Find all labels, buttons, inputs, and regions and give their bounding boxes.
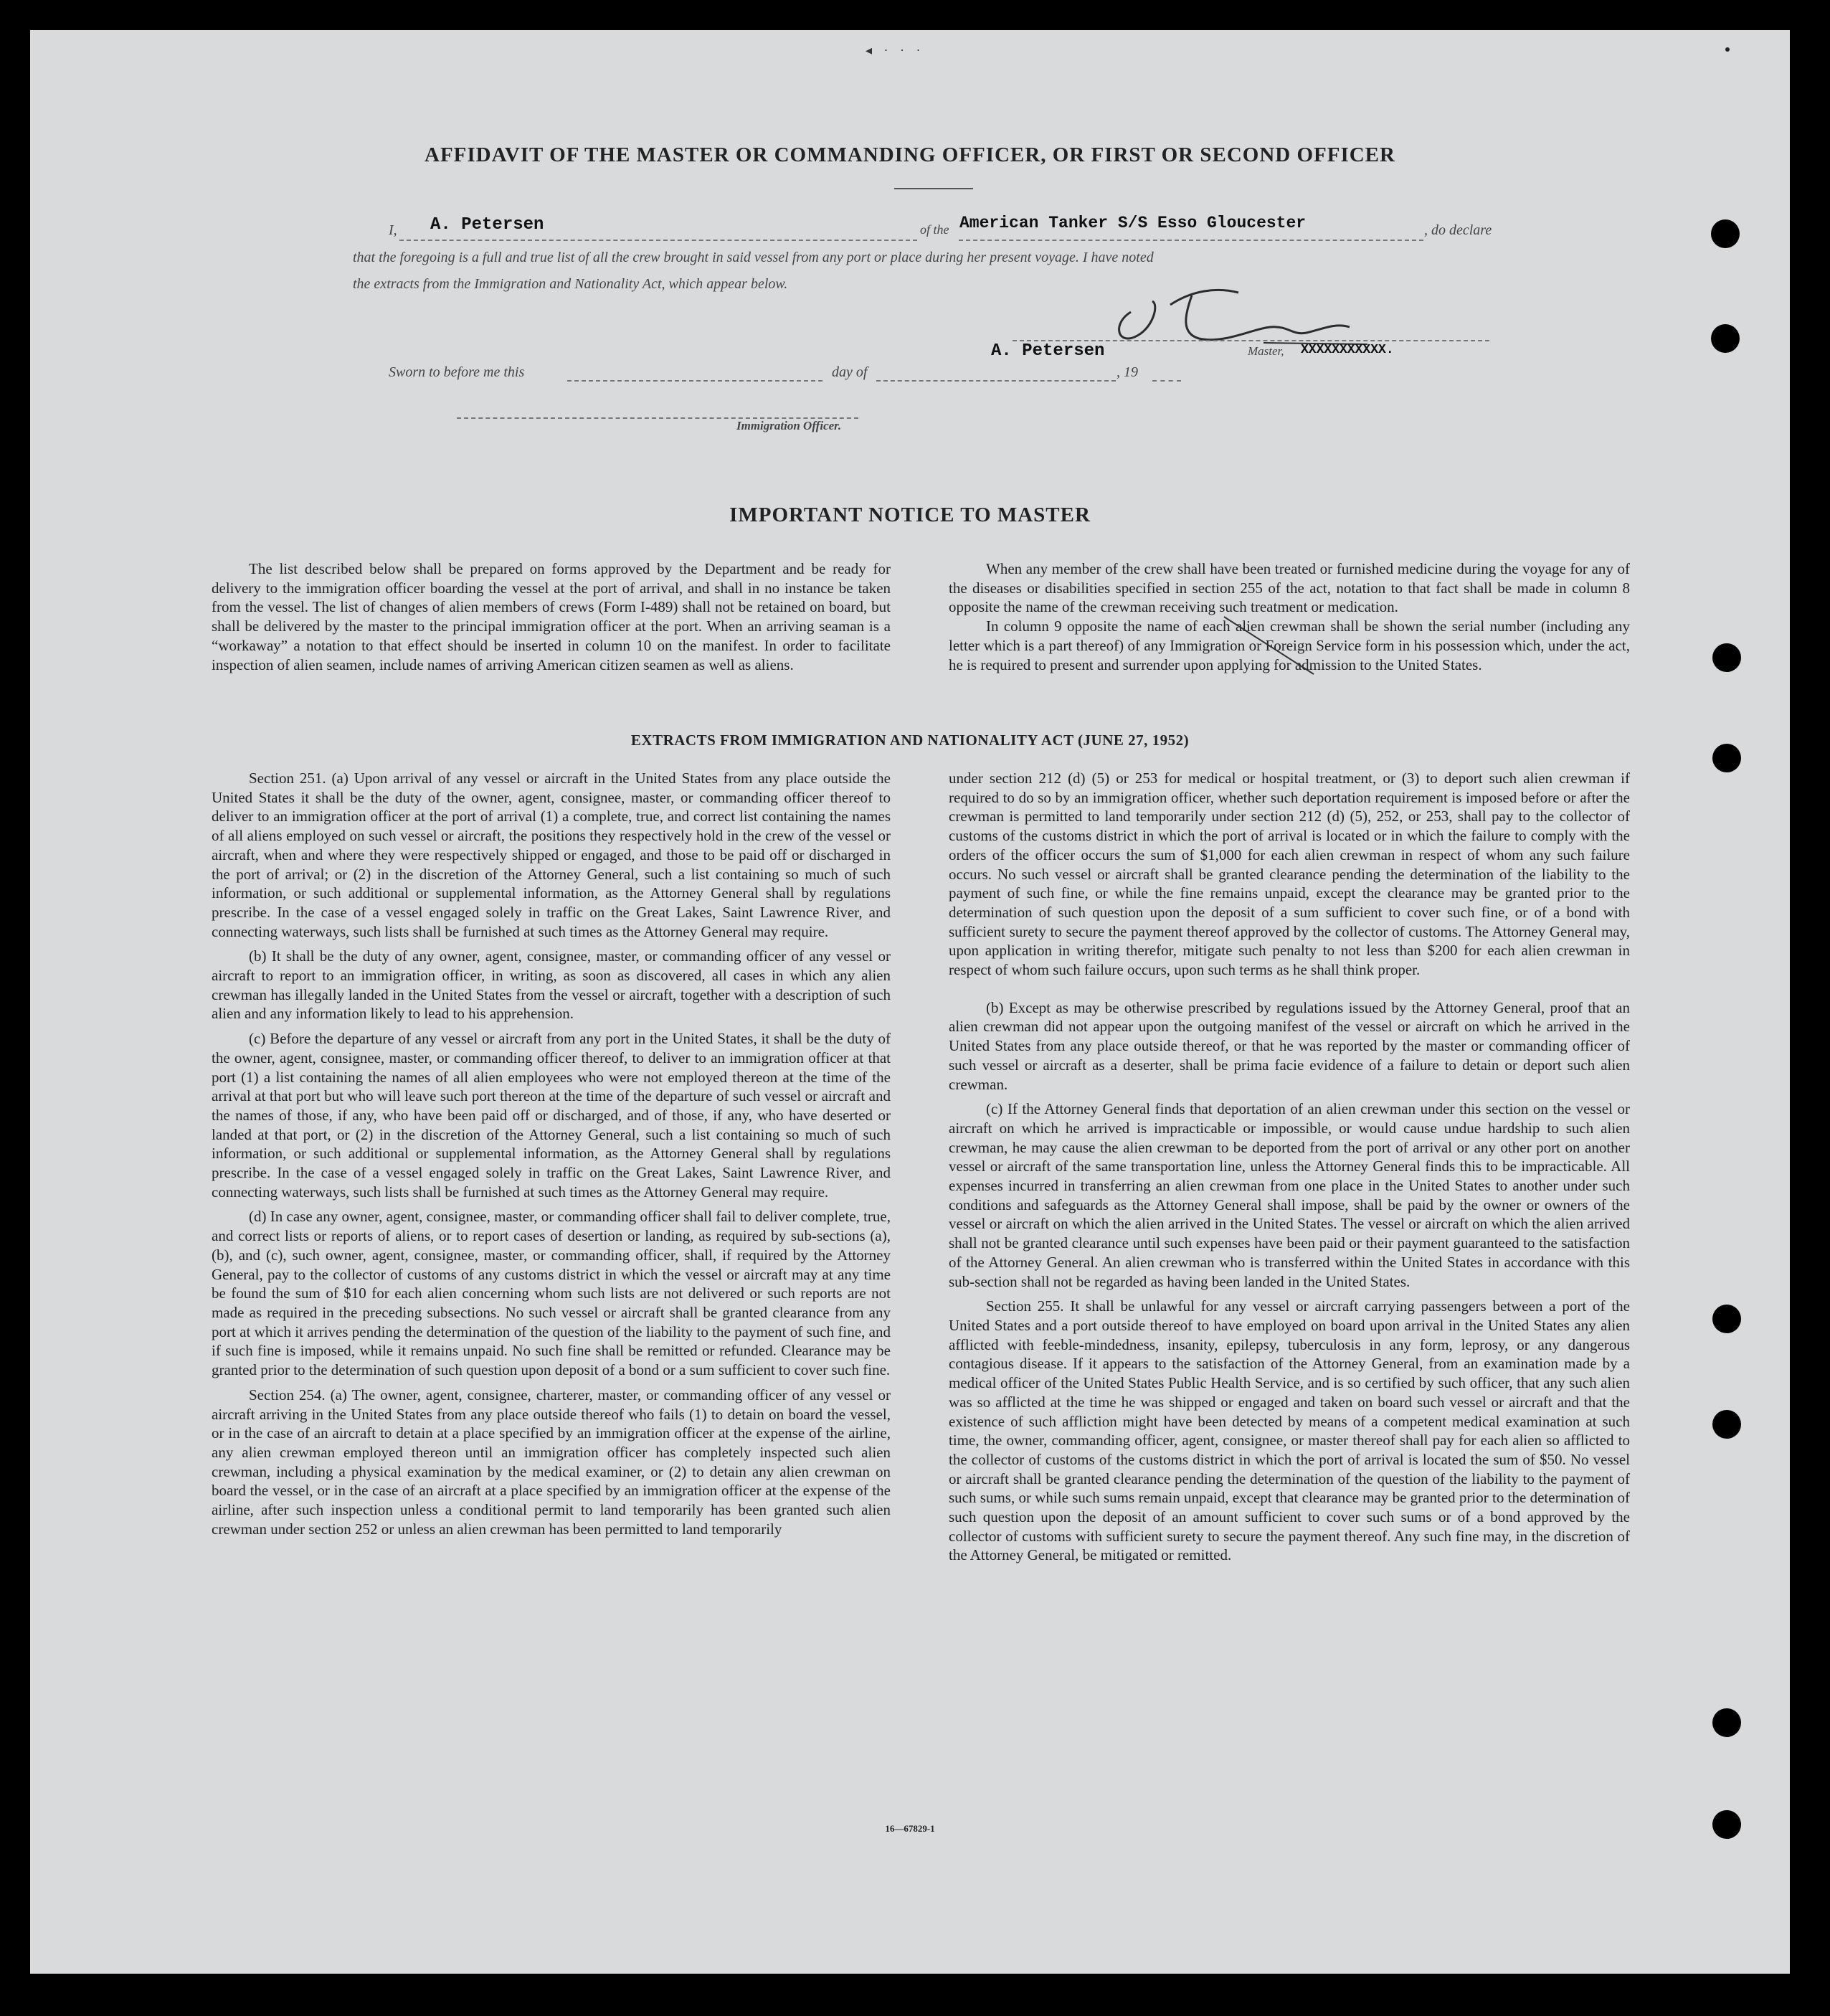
sworn-month-line (876, 377, 1116, 382)
i-label: I, (389, 222, 397, 238)
notice-left-column (212, 559, 891, 680)
extracts-title: EXTRACTS FROM IMMIGRATION AND NATIONALITY ACT (JUNE 27, 1952) (630, 732, 1190, 749)
affidavit-title: AFFIDAVIT OF THE MASTER OR COMMANDING OFFICER, OR FIRST OR SECOND OFFICER (425, 143, 1395, 166)
declarant-line (399, 237, 917, 241)
extract-paragraph: (c) Before the departure of any vessel or aircraft from any port in the United States, it shall be the duty of the owner, agent, consignee, master, or commanding officer thereof, to deliver to an immigration officer at that port (1) a list containing the names of all alien employees who were not employed thereon at the time of the arrival at that port but who will leave such port thereon at the time of the departure of such vessel or aircraft and the names of those, if any, who have been paid off or discharged, and of those, if any, who have deserted or landed at that port, or (2) in the discretion of the Attorney General, such a list containing so much of such information, or such additional or supplemental information, as the Attorney General shall by regulations prescribe. In the case of a vessel engaged solely in traffic on the Great Lakes, Saint Lawrence River, and connecting waterways, such lists shall be furnished at such times as the Attorney General may require. (212, 1030, 891, 1201)
declaration-line-3: the extracts from the Immigration and Nationality Act, which appear below. (353, 276, 788, 292)
declaration-line-2: that the foregoing is a full and true list of all the crew brought in said vessel from any port or place during her present voyage. I have noted (353, 250, 1154, 265)
punch-hole (1711, 324, 1740, 353)
typed-signature: A. Petersen (991, 341, 1105, 361)
edge-speck (1725, 47, 1730, 52)
vessel-line (959, 237, 1423, 241)
form-number: 16—67829-1 (885, 1823, 935, 1834)
extract-paragraph: (b) Except as may be otherwise prescribed by regulations issued by the Attorney General, proof that an alien crewman did not appear upon the outgoing manifest of the vessel or aircraft on which he arrived in the United States from any place outside thereof, or that he was reported by the master or commanding officer of such vessel or aircraft as a deserter, shall be prima facie evidence of a failure to detain or deport such alien crewman. (949, 998, 1630, 1093)
extracts-left-column (212, 769, 891, 1544)
declarant-name: A. Petersen (430, 215, 544, 235)
punch-hole (1712, 1810, 1741, 1839)
extract-paragraph: Section 255. It shall be unlawful for any vessel or aircraft carrying passengers between a port of the United States and a port outside thereof to have employed on board upon arrival in the United States any alien afflicted with feeble-mindedness, insanity, epilepsy, tuberculosis in any form, leprosy, or any dangerous contagious disease. If it appears to the satisfaction of the Attorney General, from an examination made by a medical officer of the United States Public Health Service, and is so certified by such officer, that any such alien was so afflicted at the time he was shipped or engaged and taken on board such vessel or aircraft and that the existence of such affliction might have been detected by means of a competent medical examination at such time, the owner, commanding officer, agent, consignee, or master thereof shall pay for each alien so afflicted to the collector of customs of the customs district in which the port of arrival is located the sum of $50. No vessel or aircraft shall be granted clearance pending the determination of the question of the liability to the payment of such sums, or while such sums remain unpaid, except that clearance may be granted prior to the determination of such question upon the deposit of an amount sufficient to cover such sums or of a bond approved by the collector of customs with sufficient surety to secure the payment thereof. Any such fine may, in the discretion of the Attorney General, be mitigated or remitted. (949, 1297, 1630, 1564)
sworn-label: Sworn to before me this (389, 364, 525, 380)
year-label: , 19 (1117, 364, 1138, 380)
punch-hole (1712, 1410, 1741, 1439)
extract-paragraph: Section 254. (a) The owner, agent, consignee, charterer, master, or commanding officer of any vessel or aircraft arriving in the United States from any place outside thereof who fails (1) to detain on board the vessel, or in the case of an aircraft to detain at a place specified by an immigration officer at the expense of the airline, any alien crewman employed thereon until an immigration officer has completely inspected such alien crewman, including a physical examination by the medical examiner, or (2) to detain any alien crewman on board the vessel, or in the case of an aircraft at a place specified by an immigration officer at the expense of the airline, after such inspection unless a conditional permit to land temporarily has been granted such alien crewman under section 252 or unless an alien crewman has been permitted to land temporarily (212, 1386, 891, 1538)
do-declare-label: , do declare (1424, 222, 1492, 238)
sworn-year-line (1152, 377, 1181, 382)
document-page (30, 30, 1790, 1974)
immigration-officer-label: Immigration Officer. (736, 419, 842, 432)
extract-paragraph: (d) In case any owner, agent, consignee, master, or commanding officer shall fail to deliver complete, true, and correct lists or reports of aliens, or to report cases of desertion or landing, as required by sub-sections (a), (b), and (c), such owner, agent, consignee, master, or commanding officer, shall, if required by the Attorney General, pay to the collector of customs of any customs district in which the vessel or aircraft may at any time be found the sum of $10 for each alien concerning whom such lists are not delivered or such reports are not made as required in the preceding subsections. No such vessel or aircraft shall be granted clearance from any port at which it arrives pending the determination of the question of the liability to the payment of such fine, and if such fine is imposed, while it remains unpaid. No such fine shall be remitted or refunded. Clearance may be granted prior to the determination of such question upon deposit of a bond or a sum sufficient to cover such fine. (212, 1208, 891, 1379)
extract-paragraph: (b) It shall be the duty of any owner, agent, consignee, master, or commanding officer of any vessel or aircraft to report to an immigration officer, in writing, as soon as discovered, all cases in which any alien crewman has illegally landed in the United States from the vessel or aircraft, together with a description of such alien and any information likely to lead to his apprehension. (212, 947, 891, 1023)
title-rule (894, 188, 973, 189)
day-of-label: day of (832, 364, 868, 380)
notice-right-paragraph-2: In column 9 opposite the name of each alien crewman shall be shown the serial number (including any letter which is a part thereof) of any Immigration or Foreign Service form in his possession which, under the act, he is required to present and surrender upon applying for admission to the United States. (949, 617, 1630, 673)
top-edge-marks: ◂ · · · (866, 43, 925, 57)
pencil-check-mark (1220, 611, 1321, 683)
extract-paragraph: Section 251. (a) Upon arrival of any vessel or aircraft in the United States from any place outside the United States it shall be the duty of the owner, agent, consignee, master, or commanding officer thereof to deliver to an immigration officer at the port of arrival (1) a complete, true, and correct list containing the names of all aliens employed on such vessel or aircraft, the positions they respectively hold in the crew of the vessel or aircraft, when and where they were respectively shipped or engaged, and those to be paid off or discharged in the port of arrival; or (2) in the discretion of the Attorney General, such a list containing so much of such information, or such additional or supplemental information, as the Attorney General shall by regulations prescribe. In the case of a vessel engaged solely in traffic on the Great Lakes, Saint Lawrence River, and connecting waterways, such lists shall be furnished at such times as the Attorney General may require. (212, 770, 891, 940)
vessel-name: American Tanker S/S Esso Gloucester (959, 214, 1307, 232)
extract-paragraph: under section 212 (d) (5) or 253 for medical or hospital treatment, or (3) to deport such alien crewman if required to do so by an immigration officer, whether such deportation requirement is imposed before or after the crewman is permitted to land temporarily under section 212 (d) (5), 252, or 253, shall pay to the collector of customs of the customs district in which the port of arrival is located or in which the failure to comply with the orders of the officer occurs the sum of $1,000 for each alien crewman in respect of whom any such failure occurs. No such vessel or aircraft shall be granted clearance pending the determination of the liability to the payment of such fine, or while the fine remains unpaid, except the clearance may be granted prior to the determination of such question upon the deposit of a sum sufficient to cover such fine, or of a bond with sufficient surety to secure the payment thereof approved by the collector of customs. The Attorney General may, upon application in writing therefor, mitigate such penalty to not less than $200 for each alien crewman in respect of whom such failure occurs, upon such terms as he shall think proper. (949, 770, 1630, 979)
punch-hole (1712, 1305, 1741, 1333)
extract-paragraph: (c) If the Attorney General finds that deportation of an alien crewman under this section on the vessel or aircraft on which he arrived is impracticable or impossible, or would cause undue hardship to such alien crewman, he may cause the alien crewman to be deported from the port of arrival or any other port on another vessel or aircraft of the same transportation line, unless the Attorney General finds this to be impracticable. All expenses incurred in transferring an alien crewman from one place in the United States to another under such conditions and safeguards as the Attorney General shall impose, shall be paid by the owner or owners of the vessel or aircraft on which the alien arrived in the United States. The vessel or aircraft on which the alien arrived shall not be granted clearance until such expenses have been paid or their payment guaranteed to the satisfaction of the Attorney General. An alien crewman who is transferred within the United States in accordance with this sub-section shall not be regarded as having been landed in the United States. (949, 1100, 1630, 1290)
extracts-right-column (949, 769, 1630, 1571)
notice-title: IMPORTANT NOTICE TO MASTER (729, 503, 1091, 526)
of-the-label: of the (920, 222, 949, 237)
sworn-day-line (567, 377, 822, 382)
punch-hole (1711, 219, 1740, 248)
punch-hole (1712, 643, 1741, 672)
punch-hole (1712, 744, 1741, 772)
notice-left-paragraph: The list described below shall be prepared on forms approved by the Department and be ready for delivery to the immigration officer boarding the vessel at the port of arrival, and shall in no instance be taken from the vessel. The list of changes of alien members of crews (Form I-489) shall not be retained on board, but shall be delivered by the master to the principal immigration officer at the port. When an arriving seaman is a “workaway” a notation to that effect should be inserted in column 10 on the manifest. In order to facilitate inspection of alien seamen, include names of arriving American citizen seamen as well as aliens. (212, 560, 891, 673)
master-label: Master, (1248, 344, 1284, 358)
punch-hole (1712, 1708, 1741, 1737)
struck-officer-title: XXXXXXXXXXX. (1301, 343, 1394, 357)
notice-right-paragraph-1: When any member of the crew shall have been treated or furnished medicine during the voyage for any of the diseases or disabilities specified in section 255 of the act, notation to that fact shall be made in column 8 opposite the name of the crewman receiving such treatment or medication. (949, 560, 1630, 616)
